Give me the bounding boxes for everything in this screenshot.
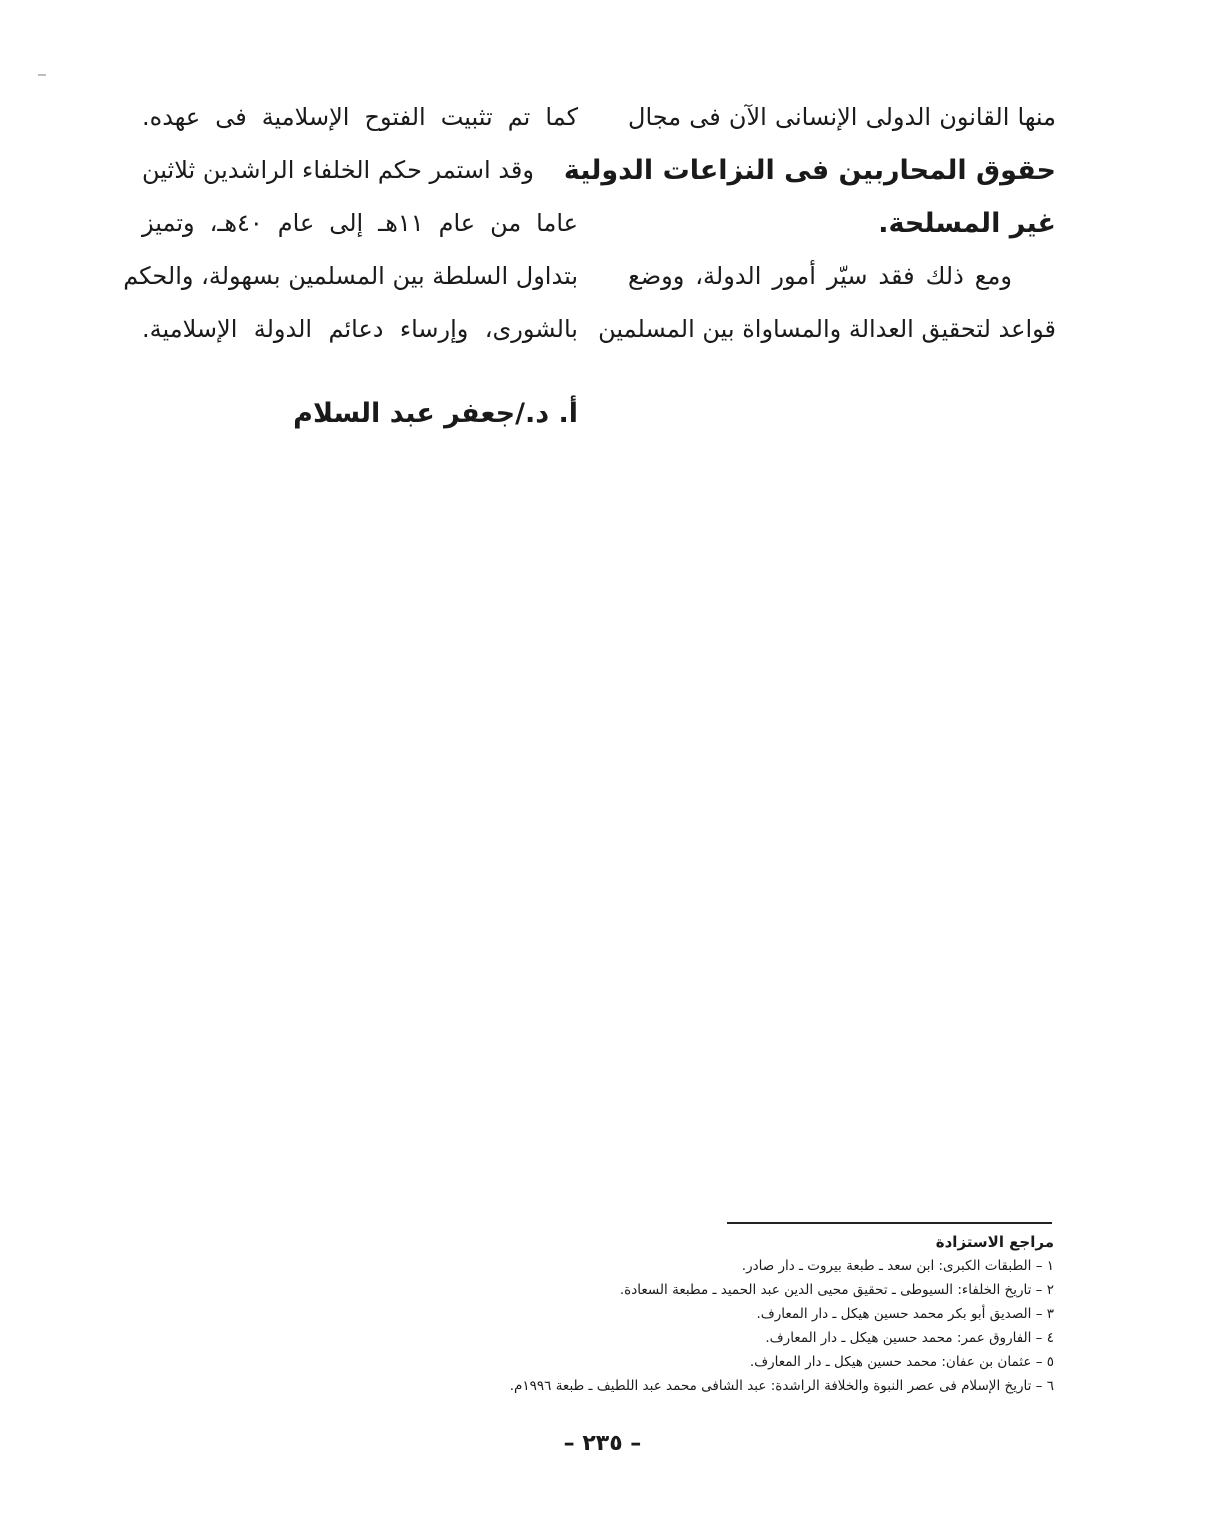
scan-mark	[38, 74, 46, 76]
reference-item: ٦ – تاريخ الإسلام فى عصر النبوة والخلافة الراشدة: عبد الشافى محمد عبد اللطيف ـ طبعة ١٩٩٦م.	[509, 1378, 1054, 1394]
bold-heading-line: غير المسلحة.	[878, 208, 1056, 239]
paragraph-line: بالشورى، وإرساء دعائم الدولة الإسلامية.	[142, 315, 578, 343]
paragraph-line: بتداول السلطة بين المسلمين بسهولة، والحكم	[123, 262, 578, 290]
paragraph-line: ومع ذلك فقد سيّر أمور الدولة، ووضع	[628, 262, 1012, 290]
reference-item: ٥ – عثمان بن عفان: محمد حسين هيكل ـ دار المعارف.	[749, 1354, 1054, 1370]
page-number: – ٢٣٥ –	[563, 1431, 642, 1456]
right-text-column	[563, 91, 1056, 356]
paragraph-line: قواعد لتحقيق العدالة والمساواة بين المسلمين	[598, 315, 1056, 343]
reference-item: ٤ – الفاروق عمر: محمد حسين هيكل ـ دار المعارف.	[765, 1330, 1054, 1346]
reference-item: ٢ – تاريخ الخلفاء: السيوطى ـ تحقيق محيى الدين عبد الحميد ـ مطبعة السعادة.	[619, 1282, 1054, 1298]
author-signature: أ. د./جعفر عبد السلام	[293, 398, 578, 429]
reference-item: ١ – الطبقات الكبرى: ابن سعد ـ طبعة بيروت ـ دار صادر.	[741, 1258, 1054, 1274]
references-section	[420, 1222, 1054, 1398]
paragraph-line: وقد استمر حكم الخلفاء الراشدين ثلاثين	[142, 156, 534, 184]
references-title: مراجع الاستزادة	[935, 1233, 1054, 1251]
paragraph-line: كما تم تثبيت الفتوح الإسلامية فى عهده.	[142, 103, 578, 131]
paragraph-line: منها القانون الدولى الإنسانى الآن فى مجال	[628, 103, 1056, 131]
reference-item: ٣ – الصديق أبو بكر محمد حسين هيكل ـ دار المعارف.	[756, 1306, 1054, 1322]
paragraph-line: عاما من عام ١١هـ إلى عام ٤٠هـ، وتميز	[142, 209, 578, 237]
left-text-column	[123, 91, 578, 356]
bold-heading-line: حقوق المحاربين فى النزاعات الدولية	[563, 155, 1056, 186]
